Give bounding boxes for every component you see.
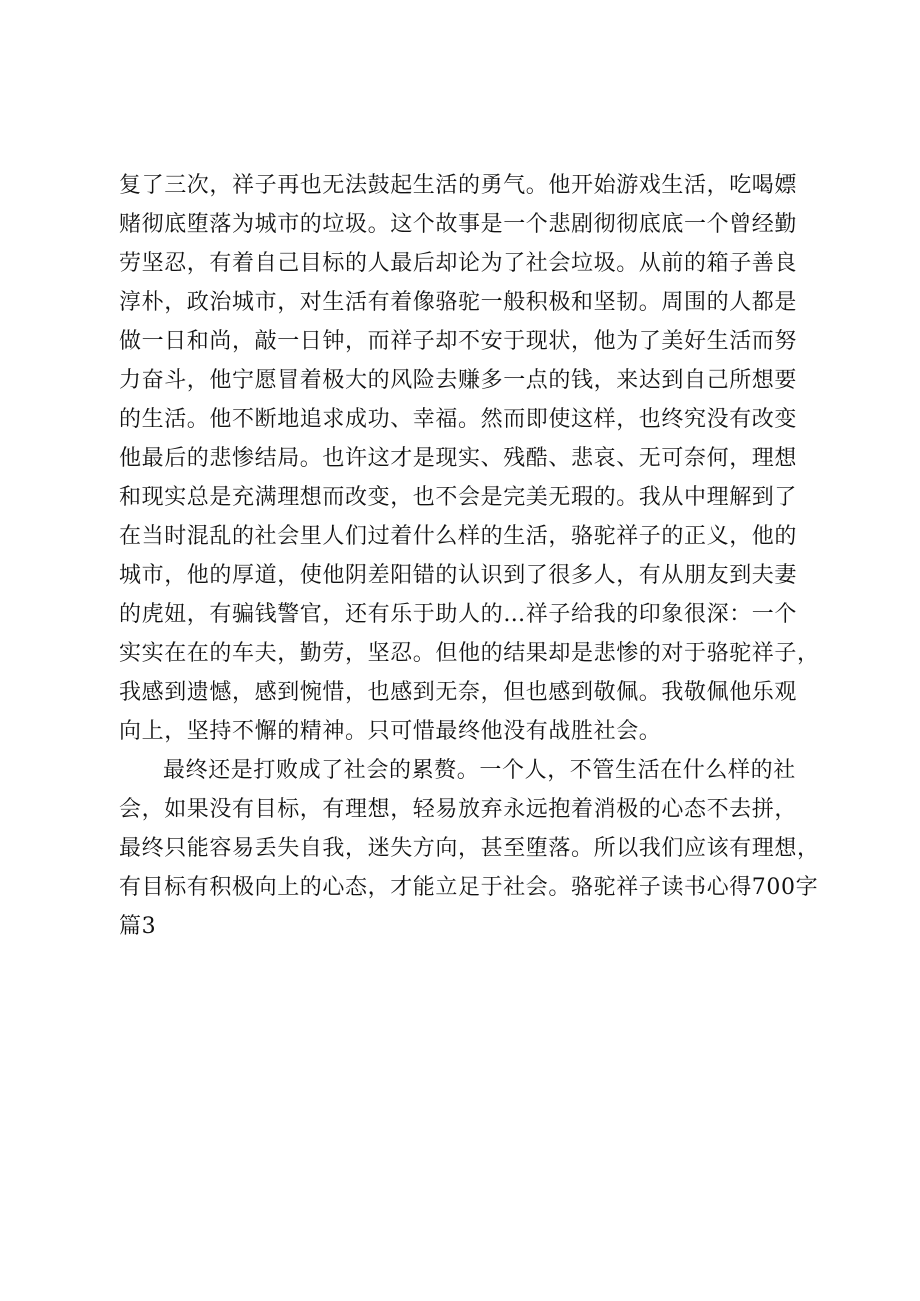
text-line: 我感到遗憾，感到惋惜，也感到无奈，但也感到敬佩。我敬佩他乐观 — [119, 680, 798, 705]
text-line: 赌彻底堕落为城市的垃圾。这个故事是一个悲剧彻彻底底一个曾经勤 — [119, 212, 798, 237]
text-line: 城市，他的厚道，使他阴差阳错的认识到了很多人，有从朋友到夫妻 — [119, 563, 798, 588]
text-line: 力奋斗，他宁愿冒着极大的风险去赚多一点的钱，来达到自己所想要 — [119, 368, 798, 393]
text-line: 实实在在的车夫，勤劳，坚忍。但他的结果却是悲惨的对于骆驼祥子， — [119, 641, 820, 666]
body-text — [119, 166, 839, 946]
text-line: 的生活。他不断地追求成功、幸福。然而即使这样，也终究没有改变 — [119, 407, 798, 432]
text-line: 他最后的悲惨结局。也许这才是现实、残酷、悲哀、无可奈何，理想 — [119, 446, 798, 471]
text-line: 的虎妞，有骗钱警官，还有乐于助人的…祥子给我的印象很深：一个 — [119, 602, 798, 627]
text-line: 和现实总是充满理想而改变，也不会是完美无瑕的。我从中理解到了 — [119, 485, 798, 510]
text-line: 有目标有积极向上的心态，才能立足于社会。骆驼祥子读书心得700字 — [119, 875, 819, 900]
text-line: 复了三次，祥子再也无法鼓起生活的勇气。他开始游戏生活，吃喝嫖 — [119, 173, 798, 198]
paragraph-start-line: 最终还是打败成了社会的累赘。一个人，不管生活在什么样的社 — [163, 758, 796, 783]
text-line: 会，如果没有目标，有理想，轻易放弃永远抱着消极的心态不去拼， — [119, 797, 798, 822]
section-heading-line: 篇3 — [119, 914, 157, 939]
text-line: 向上，坚持不懈的精神。只可惜最终他没有战胜社会。 — [119, 719, 662, 744]
text-line: 劳坚忍，有着自己目标的人最后却论为了社会垃圾。从前的箱子善良 — [119, 251, 798, 276]
text-line: 在当时混乱的社会里人们过着什么样的生活，骆驼祥子的正义，他的 — [119, 524, 798, 549]
text-line: 淳朴，政治城市，对生活有着像骆驼一般积极和坚韧。周围的人都是 — [119, 290, 798, 315]
text-line: 做一日和尚，敲一日钟，而祥子却不安于现状，他为了美好生活而努 — [119, 329, 798, 354]
text-line: 最终只能容易丢失自我，迷失方向，甚至堕落。所以我们应该有理想， — [119, 836, 820, 861]
